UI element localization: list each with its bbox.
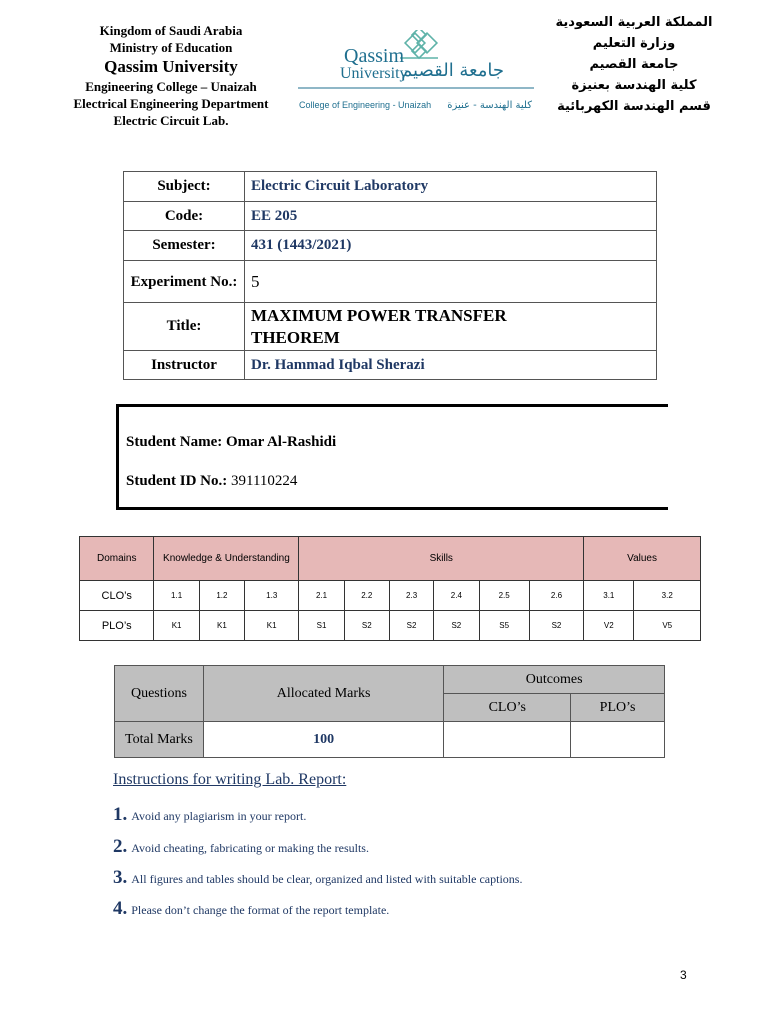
student-name-value: Omar Al-Rashidi — [226, 434, 337, 450]
instruction-text: All figures and tables should be clear, organized and listed with suitable captions. — [131, 872, 523, 886]
logo-name-line2: University — [340, 65, 408, 82]
total-marks-row — [115, 722, 665, 758]
title-row — [124, 303, 657, 351]
clo-label: CLO’s — [80, 581, 154, 611]
college-line: Engineering College – Unaizah — [85, 79, 257, 94]
clo-cell: 1.3 — [245, 581, 299, 611]
domains-table — [79, 536, 701, 641]
logo-name-arabic: جامعة القصيم — [401, 60, 504, 81]
outcomes-label: Outcomes — [444, 666, 665, 694]
clo-cell: 3.1 — [584, 581, 634, 611]
clo-cell: 2.3 — [389, 581, 433, 611]
ministry-line-ar: وزارة التعليم — [592, 36, 676, 51]
semester-label: Semester: — [124, 231, 245, 261]
instruction-number: 3. — [113, 867, 128, 888]
course-info-table — [123, 171, 657, 380]
code-label: Code: — [124, 202, 245, 231]
clo-cell: 2.6 — [529, 581, 583, 611]
total-marks-value: 100 — [203, 722, 443, 758]
instruction-item — [113, 804, 306, 826]
semester-row — [124, 231, 657, 261]
clo-cell: 2.4 — [434, 581, 479, 611]
subject-value: Electric Circuit Laboratory — [245, 172, 657, 202]
header-right-block — [548, 12, 720, 117]
domains-label: Domains — [80, 537, 154, 581]
student-id-label: Student ID No.: — [126, 473, 228, 489]
plo-cell: K1 — [245, 611, 299, 641]
department-line: Electrical Engineering Department — [73, 96, 269, 111]
subject-label: Subject: — [124, 172, 245, 202]
plo-cell: S2 — [389, 611, 433, 641]
instruction-item — [113, 867, 522, 889]
logo-caption-ar: كلية الهندسة - عنيزة — [447, 100, 532, 111]
outcomes-clo-label: CLO’s — [444, 694, 571, 722]
logo-emblem-icon — [400, 30, 438, 58]
department-line-ar: قسم الهندسة الكهربائية — [557, 99, 711, 114]
experiment-label: Experiment No.: — [124, 261, 245, 303]
total-clo-cell — [444, 722, 571, 758]
marks-header-row — [115, 666, 665, 694]
experiment-value: 5 — [245, 261, 657, 303]
instruction-item — [113, 836, 369, 858]
clo-cell: 1.2 — [199, 581, 244, 611]
title-value: MAXIMUM POWER TRANSFER THEOREM — [245, 303, 657, 351]
header-left-block — [60, 22, 282, 129]
plo-cell: V5 — [634, 611, 701, 641]
clo-row — [80, 581, 701, 611]
logo-caption-en: College of Engineering - Unaizah — [299, 100, 432, 110]
instructor-label: Instructor — [124, 351, 245, 380]
lab-line: Electric Circuit Lab. — [113, 113, 229, 128]
marks-table — [114, 665, 665, 758]
knowledge-label: Knowledge & Understanding — [154, 537, 299, 581]
instruction-number: 1. — [113, 804, 128, 825]
logo-name-line1: Qassim — [344, 45, 404, 67]
code-row — [124, 202, 657, 231]
plo-cell: S2 — [434, 611, 479, 641]
total-plo-cell — [571, 722, 665, 758]
plo-cell: S1 — [299, 611, 344, 641]
instruction-number: 2. — [113, 836, 128, 857]
skills-label: Skills — [299, 537, 584, 581]
allocated-marks-label: Allocated Marks — [203, 666, 443, 722]
clo-cell: 1.1 — [154, 581, 199, 611]
plo-cell: K1 — [154, 611, 199, 641]
questions-label: Questions — [115, 666, 204, 722]
values-label: Values — [584, 537, 701, 581]
university-name: Qassim University — [104, 57, 238, 76]
plo-cell: V2 — [584, 611, 634, 641]
college-line-ar: كلية الهندسة بعنيزة — [571, 78, 697, 93]
student-name-label: Student Name: — [126, 434, 223, 450]
outcomes-plo-label: PLO’s — [571, 694, 665, 722]
clo-cell: 2.2 — [344, 581, 389, 611]
clo-cell: 2.1 — [299, 581, 344, 611]
domains-header-row — [80, 537, 701, 581]
clo-cell: 3.2 — [634, 581, 701, 611]
plo-row — [80, 611, 701, 641]
experiment-row — [124, 261, 657, 303]
instruction-item — [113, 898, 389, 920]
university-logo — [296, 30, 536, 122]
code-value: EE 205 — [245, 202, 657, 231]
student-id-value: 391110224 — [231, 473, 298, 489]
plo-cell: S2 — [344, 611, 389, 641]
semester-value: 431 (1443/2021) — [245, 231, 657, 261]
student-id-line — [126, 473, 297, 490]
plo-cell: K1 — [199, 611, 244, 641]
university-line-ar: جامعة القصيم — [589, 57, 679, 72]
instructor-value: Dr. Hammad Iqbal Sherazi — [245, 351, 657, 380]
total-marks-label: Total Marks — [115, 722, 204, 758]
ministry-line: Ministry of Education — [109, 40, 233, 55]
clo-cell: 2.5 — [479, 581, 529, 611]
plo-cell: S5 — [479, 611, 529, 641]
subject-row — [124, 172, 657, 202]
student-info-box — [116, 404, 668, 510]
plo-label: PLO’s — [80, 611, 154, 641]
kingdom-line-ar: المملكة العربية السعودية — [555, 15, 713, 30]
page-number: 3 — [680, 968, 687, 982]
student-name-line — [126, 434, 336, 451]
title-label: Title: — [124, 303, 245, 351]
instruction-text: Avoid cheating, fabricating or making the results. — [131, 841, 369, 855]
instruction-text: Please don’t change the format of the report template. — [131, 903, 390, 917]
kingdom-line: Kingdom of Saudi Arabia — [99, 23, 243, 38]
instructions-title: Instructions for writing Lab. Report: — [113, 771, 347, 788]
instructor-row — [124, 351, 657, 380]
instruction-text: Avoid any plagiarism in your report. — [131, 809, 307, 823]
plo-cell: S2 — [529, 611, 583, 641]
instruction-number: 4. — [113, 898, 128, 919]
